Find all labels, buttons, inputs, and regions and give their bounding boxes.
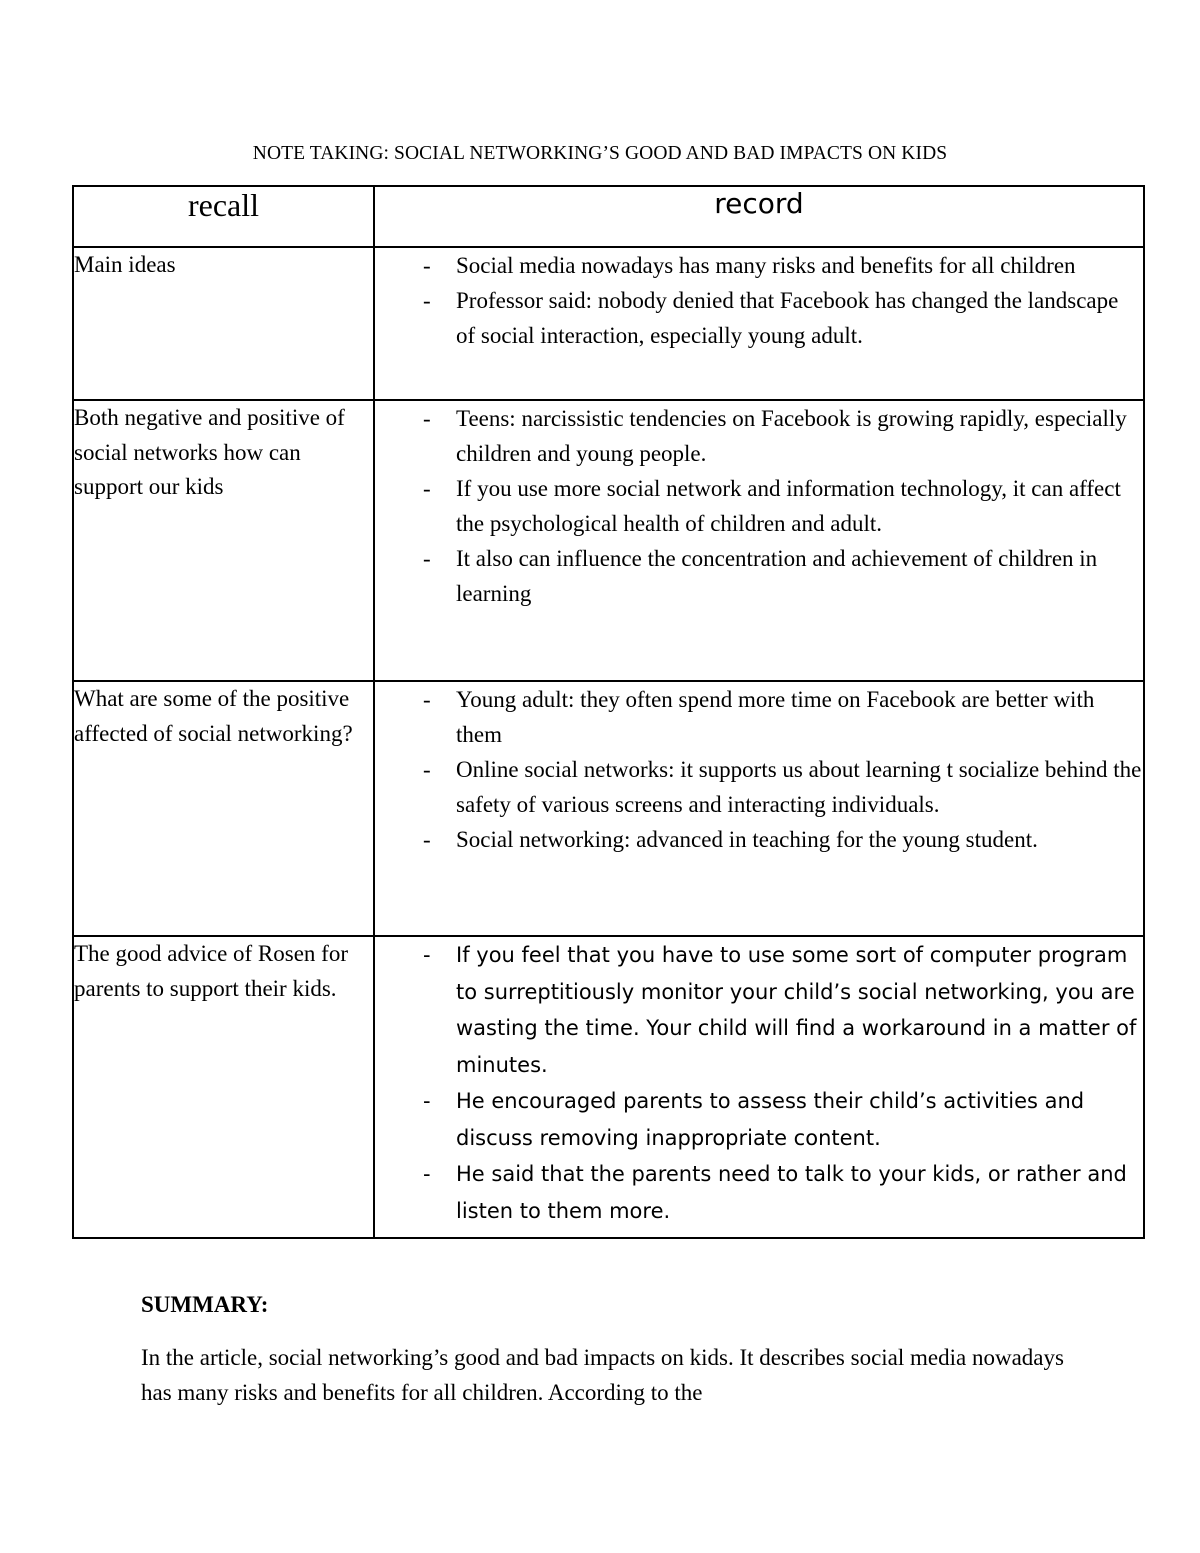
table-row (73, 681, 1144, 936)
record-item: - Online social networks: it supports us about learning t socialize behind the safety of various screens and interacting individuals. (375, 752, 1143, 822)
recall-cell: Both negative and positive of social networks how can support our kids (73, 400, 374, 681)
table-row (73, 936, 1144, 1238)
summary-paragraph: In the article, social networking’s good and bad impacts on kids. It describes social media nowadays has many risks and benefits for all children. According to the (141, 1345, 1064, 1405)
record-cell (374, 247, 1144, 400)
record-item: - He encouraged parents to assess their child’s activities and discuss removing inappropriate content. (375, 1083, 1143, 1156)
record-item: - Social networking: advanced in teaching for the young student. (375, 822, 1143, 857)
record-cell (374, 936, 1144, 1238)
recall-cell: What are some of the positive affected of social networking? (73, 681, 374, 936)
record-item: - If you use more social network and information technology, it can affect the psychological health of children and adult. (375, 471, 1143, 541)
record-item: - Professor said: nobody denied that Facebook has changed the landscape of social interaction, especially young adult. (375, 283, 1143, 353)
record-cell (374, 400, 1144, 681)
record-cell (374, 681, 1144, 936)
record-list (375, 401, 1143, 611)
record-item: - Teens: narcissistic tendencies on Facebook is growing rapidly, especially children and young people. (375, 401, 1143, 471)
record-item: - He said that the parents need to talk to your kids, or rather and listen to them more. (375, 1156, 1143, 1229)
record-item: - If you feel that you have to use some sort of computer program to surreptitiously monitor your child’s social networking, you are wasting the time. Your child will find a workaround in a matter of minutes. (375, 937, 1143, 1083)
record-item: - Young adult: they often spend more time on Facebook are better with them (375, 682, 1143, 752)
record-list (375, 682, 1143, 857)
document-title: NOTE TAKING: SOCIAL NETWORKING’S GOOD AND BAD IMPACTS ON KIDS (252, 143, 948, 164)
table-row (73, 247, 1144, 400)
record-list (375, 937, 1143, 1229)
record-column-header: record (374, 186, 1144, 247)
record-list (375, 248, 1143, 353)
table-header-row (73, 186, 1144, 247)
record-item: - It also can influence the concentration and achievement of children in learning (375, 541, 1143, 611)
record-item: - Social media nowadays has many risks and benefits for all children (375, 248, 1143, 283)
summary-heading: SUMMARY: (141, 1292, 269, 1317)
recall-column-header: recall (73, 186, 374, 247)
recall-cell: Main ideas (73, 247, 374, 400)
cornell-notes-table (72, 185, 1145, 1239)
table-row (73, 400, 1144, 681)
recall-cell: The good advice of Rosen for parents to support their kids. (73, 936, 374, 1238)
